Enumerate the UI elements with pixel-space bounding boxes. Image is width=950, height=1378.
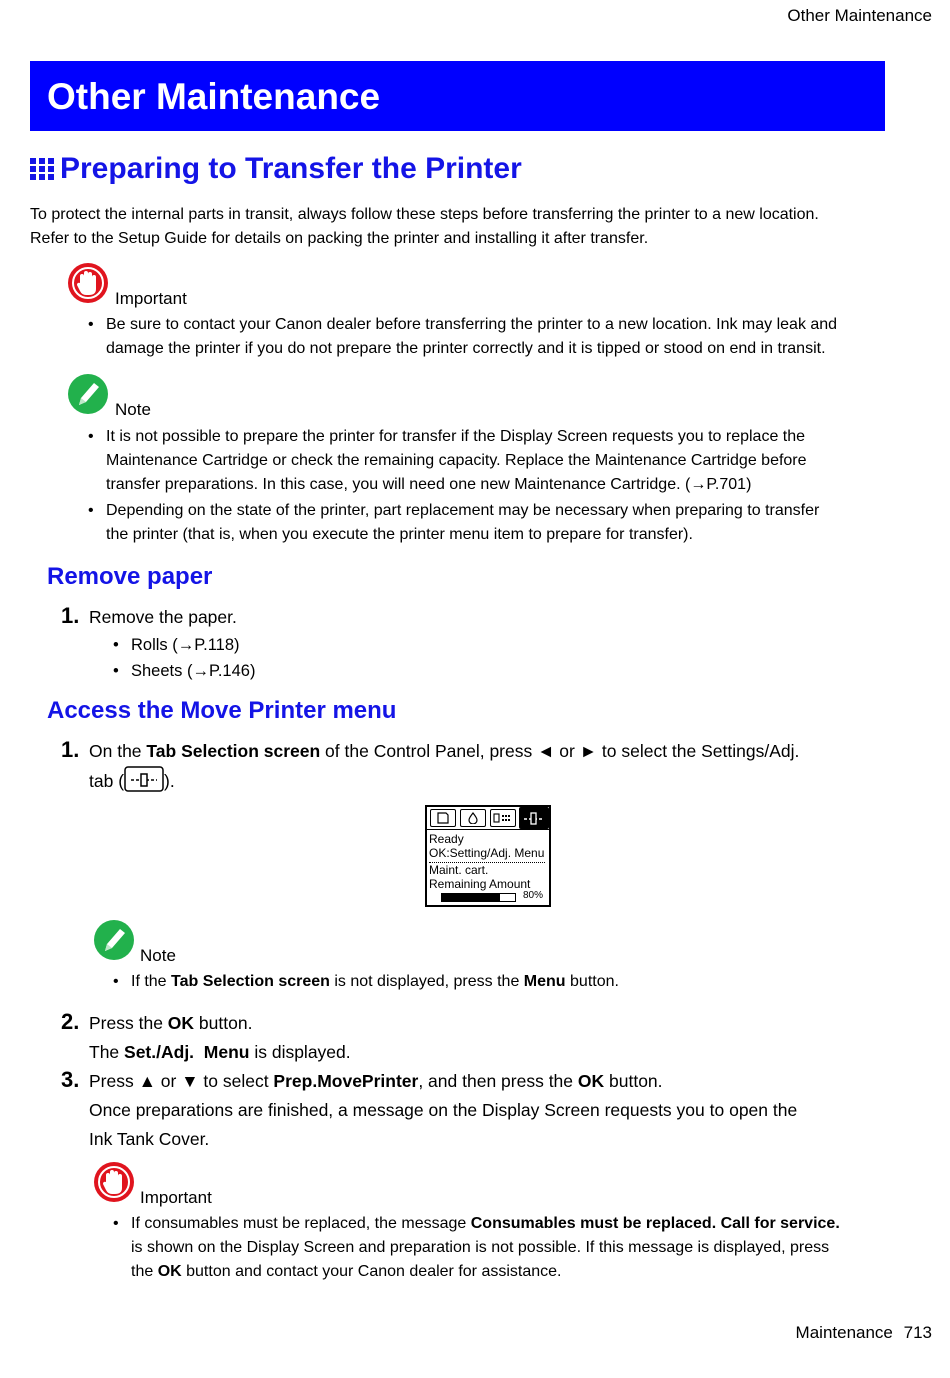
- note-label: Note: [115, 400, 151, 419]
- bold-run: OK: [577, 1071, 605, 1091]
- step-line: [89, 1067, 909, 1096]
- text-run: On the: [89, 741, 147, 761]
- remaining-amount-bar: [441, 893, 516, 902]
- text-run: button.: [604, 1071, 663, 1091]
- important-list: [88, 313, 908, 361]
- note-list: [113, 970, 903, 994]
- text-run: Press the: [89, 1013, 168, 1033]
- bold-run: Prep.MovePrinter: [273, 1071, 419, 1091]
- list-item: [113, 1212, 913, 1284]
- job-tab-icon: [490, 809, 516, 827]
- settings-tab-icon: [519, 807, 549, 829]
- list-line: • Be sure to contact your Canon dealer before transferring the printer to a new location. Ink may leak and: [106, 316, 838, 333]
- step-line: [89, 737, 889, 766]
- step-line: [89, 1038, 889, 1067]
- bold-run: Set./Adj. Menu: [124, 1042, 250, 1062]
- intro-line: Refer to the Setup Guide for details on packing the printer and installing it after transfer.: [30, 230, 649, 247]
- text-run: the: [131, 1263, 158, 1280]
- text-run: button.: [565, 973, 619, 990]
- bold-run: Tab Selection screen: [146, 741, 321, 761]
- note-list: [88, 425, 908, 547]
- text-run: tab (: [89, 771, 125, 791]
- grid-icon: [30, 158, 54, 180]
- important-hand-icon: [93, 1161, 135, 1203]
- bold-run: OK: [167, 1013, 195, 1033]
- important-hand-icon: [67, 262, 109, 304]
- list-item-rolls: • Rolls (→P.118): [113, 632, 513, 658]
- note-label: Note: [140, 946, 176, 965]
- list-item: [88, 499, 908, 547]
- text-run: button.: [194, 1013, 253, 1033]
- remaining-amount-percent: 80%: [523, 890, 544, 901]
- bold-run: Tab Selection screen: [171, 973, 330, 990]
- remaining-amount-fill: [442, 894, 500, 901]
- note-pencil-icon: [67, 373, 109, 415]
- text-run: button and contact your Canon dealer for assistance.: [181, 1263, 562, 1280]
- list-line: • Depending on the state of the printer, part replacement may be necessary when preparing to transfer: [106, 502, 820, 519]
- list-line: [131, 1260, 913, 1284]
- subheading-access-menu: Access the Move Printer menu: [47, 697, 397, 724]
- section-heading: [30, 152, 522, 186]
- list-item: [113, 970, 903, 994]
- important-label: Important: [140, 1188, 212, 1207]
- display-hint: OK:Setting/Adj. Menu: [429, 846, 545, 860]
- important-list: [113, 1212, 913, 1284]
- control-panel-display: [425, 805, 551, 907]
- text-run: is not displayed, press the: [329, 973, 524, 990]
- text-run: is displayed.: [249, 1042, 351, 1062]
- display-tab-bar: [427, 807, 549, 830]
- text-run: The: [89, 1042, 125, 1062]
- text-run: If consumables must be replaced, the message: [131, 1215, 471, 1232]
- subheading-remove-paper: Remove paper: [47, 563, 213, 590]
- list-item: [88, 425, 908, 497]
- footer-section: Maintenance: [795, 1323, 893, 1342]
- list-item: [88, 313, 908, 361]
- text-run: If the: [131, 973, 172, 990]
- step-line: Ink Tank Cover.: [89, 1129, 210, 1149]
- list-line: is shown on the Display Screen and preparation is not possible. If this message is displayed, press: [131, 1239, 830, 1256]
- display-item: Remaining Amount: [429, 877, 531, 891]
- settings-adj-tab-icon: [124, 766, 164, 792]
- list-line: transfer preparations. In this case, you will need one new Maintenance Cartridge. (→P.701): [106, 476, 752, 493]
- step-line: [89, 1009, 889, 1038]
- paper-tab-icon: [430, 809, 456, 827]
- display-item: Maint. cart.: [429, 863, 489, 877]
- bold-run: OK: [157, 1263, 182, 1280]
- step-text: [89, 1067, 909, 1154]
- text-run: ).: [164, 771, 175, 791]
- running-head: Other Maintenance: [787, 6, 932, 25]
- text-run: of the Control Panel, press ◄ or ► to select the Settings/Adj.: [320, 741, 800, 761]
- paper-type-list: [113, 632, 513, 684]
- list-line: • It is not possible to prepare the printer for transfer if the Display Screen requests you to replace the: [106, 428, 806, 445]
- list-item-sheets: • Sheets (→P.146): [113, 658, 513, 684]
- display-status: Ready: [429, 832, 464, 846]
- text-run: , and then press the: [418, 1071, 578, 1091]
- step-line: Once preparations are finished, a message on the Display Screen requests you to open the: [89, 1100, 798, 1120]
- list-line: damage the printer if you do not prepare the printer correctly and it is tipped or stood on end in transit.: [106, 340, 826, 357]
- step-text: [89, 1009, 889, 1067]
- page-footer: [796, 1323, 932, 1343]
- step-text: Remove the paper.: [89, 607, 237, 627]
- list-line: the printer (that is, when you execute the printer menu item to prepare for transfer).: [106, 526, 693, 543]
- list-line: Maintenance Cartridge or check the remaining capacity. Replace the Maintenance Cartridge before: [106, 452, 807, 469]
- step-number: 2.: [61, 1009, 80, 1034]
- bold-run: Consumables must be replaced. Call for service.: [470, 1215, 840, 1232]
- important-label: Important: [115, 289, 187, 308]
- step-number: 3.: [61, 1067, 80, 1092]
- ink-tab-icon: [460, 809, 486, 827]
- page-number: 713: [903, 1323, 932, 1342]
- text-run: Press ▲ or ▼ to select: [89, 1071, 274, 1091]
- intro-line: To protect the internal parts in transit, always follow these steps before transferring the printer to a new location.: [30, 206, 819, 223]
- section-title: Preparing to Transfer the Printer: [60, 152, 522, 185]
- step-number: 1.: [61, 737, 80, 762]
- step-line: [89, 766, 889, 796]
- bold-run: Menu: [523, 973, 566, 990]
- step-number: 1.: [61, 603, 80, 628]
- step-text: [89, 737, 889, 796]
- intro-paragraph: [30, 203, 910, 251]
- chapter-title: Other Maintenance: [47, 76, 381, 117]
- list-line: [131, 1212, 913, 1236]
- note-pencil-icon: [93, 919, 135, 961]
